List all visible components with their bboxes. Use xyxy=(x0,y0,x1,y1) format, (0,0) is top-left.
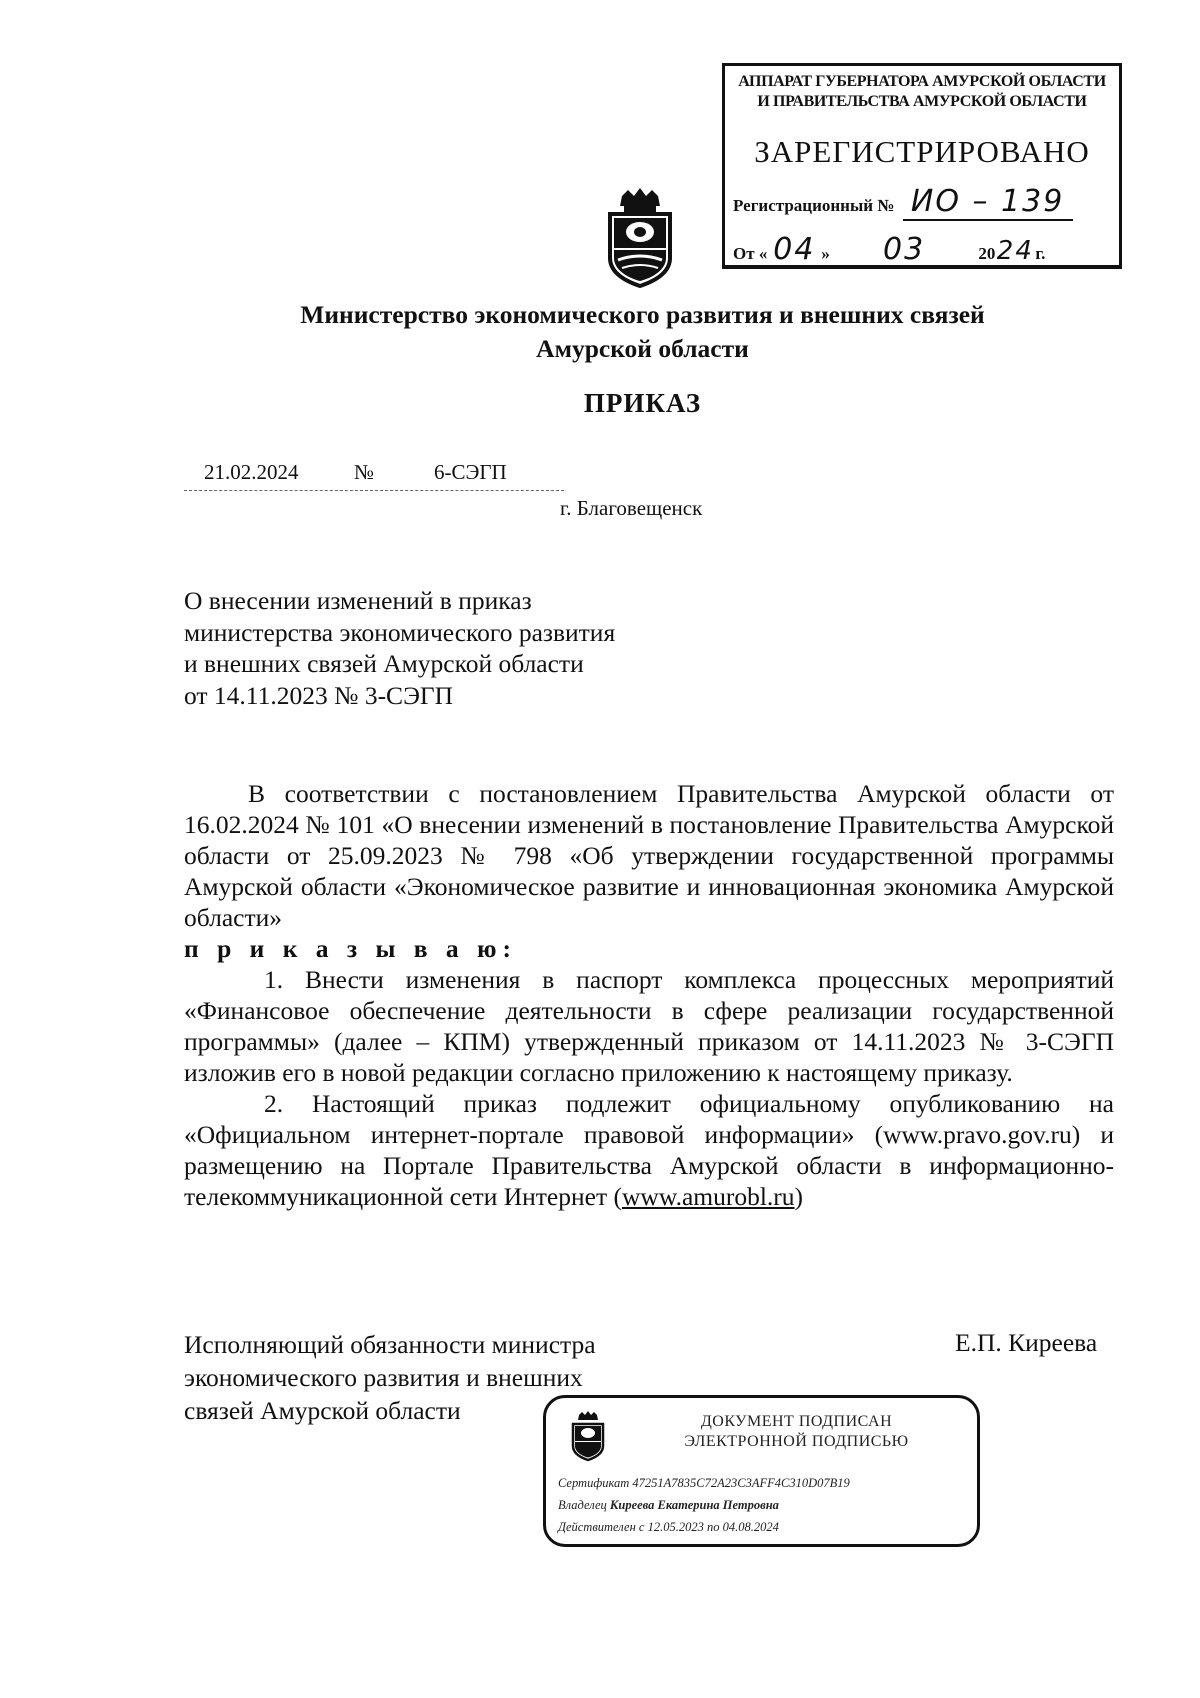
registration-date-from-label: От « xyxy=(733,244,768,263)
esig-valid-from: 12.05.2023 xyxy=(647,1520,704,1534)
order-word: п р и к а з ы в а ю: xyxy=(184,934,518,963)
esig-cert-label: Сертификат xyxy=(558,1476,630,1490)
registration-date-month: 03 xyxy=(834,232,974,269)
esig-validity-row xyxy=(558,1520,779,1535)
registration-org-line2: И ПРАВИТЕЛЬСТВА АМУРСКОЙ ОБЛАСТИ xyxy=(757,93,1087,110)
document-type: ПРИКАЗ xyxy=(583,388,702,418)
esig-heading-line2: ЭЛЕКТРОННОЙ ПОДПИСЬЮ xyxy=(684,1433,909,1450)
document-requisites xyxy=(184,460,564,491)
order-item-2-text: 2. Настоящий приказ подлежит официальному опубликованию на «Официальном интернет-портале правовой информации» (www.pravo.gov.ru) и размещению на Портале Правительства Амурской области в информационно-телекоммуникационной сети Интернет ( xyxy=(184,1089,1114,1211)
registration-number-row xyxy=(733,184,1073,221)
document-subject xyxy=(184,585,784,711)
subject-line2: министерства экономического развития xyxy=(184,617,616,647)
esig-owner-value: Киреева Екатерина Петровна xyxy=(609,1498,779,1512)
signatory-title-line1: Исполняющий обязанности министра xyxy=(184,1330,596,1359)
document-number: 6-СЭГП xyxy=(434,460,507,484)
registration-stamp-org xyxy=(725,72,1119,112)
registration-stamp xyxy=(722,63,1122,269)
order-item-1: 1. Внести изменения в паспорт комплекса процессных мероприятий «Финансовое обеспечение деятельности в сфере реализации государственной программы» (далее – КПМ) утвержденный приказом от 14.11.2023 № 3-СЭГП изложив его в новой редакции согласно приложению к настоящему приказу. xyxy=(184,965,1114,1087)
esig-cert-value: 47251A7835C72A23C3AFF4C310D07B19 xyxy=(632,1476,850,1490)
esig-owner-label: Владелец xyxy=(558,1498,607,1512)
electronic-signature-stamp xyxy=(543,1395,980,1547)
esig-valid-label: Действителен с xyxy=(558,1520,645,1534)
coat-of-arms-icon xyxy=(600,188,680,288)
number-sign: № xyxy=(354,460,375,484)
document-city: г. Благовещенск xyxy=(560,496,703,520)
signatory-title-line2: экономического развития и внешних xyxy=(184,1363,583,1392)
ministry-line1: Министерство экономического развития и внешних связей xyxy=(300,300,985,329)
registration-number-label: Регистрационный № xyxy=(733,196,895,215)
registration-year-suffix: 24 xyxy=(996,236,1034,266)
signatory-name: Е.П. Киреева xyxy=(955,1328,1098,1357)
registration-status: ЗАРЕГИСТРИРОВАНО xyxy=(754,134,1090,169)
esig-heading xyxy=(626,1412,967,1452)
esig-valid-to: 04.08.2024 xyxy=(722,1520,779,1534)
esig-valid-to-label: по xyxy=(706,1520,720,1534)
ministry-line2: Амурской области xyxy=(536,334,749,363)
preamble-paragraph: В соответствии с постановлением Правительства Амурской области от 16.02.2024 № 101 «О внесении изменений в постановление Правительства Амурской области от 25.09.2023 № 798 «Об утверждении государственной программы Амурской области «Экономическое развитие и инновационная экономика Амурской области» xyxy=(184,779,1114,932)
subject-line4: от 14.11.2023 № 3-СЭГП xyxy=(184,680,454,710)
order-item-2 xyxy=(184,1088,1114,1212)
registration-date-mid: » xyxy=(821,244,830,263)
registration-number-value: ИО – 139 xyxy=(903,184,1073,221)
document-date: 21.02.2024 xyxy=(204,460,299,484)
registration-date-day: 04 xyxy=(767,232,821,269)
ministry-name xyxy=(0,298,1200,366)
subject-line3: и внешних связей Амурской области xyxy=(184,649,584,678)
esig-coat-of-arms-icon xyxy=(568,1410,608,1462)
esig-heading-line1: ДОКУМЕНТ ПОДПИСАН xyxy=(700,1413,893,1430)
registration-year-end: г. xyxy=(1035,244,1046,263)
document-body xyxy=(184,778,1114,1212)
registration-org-line1: АППАРАТ ГУБЕРНАТОРА АМУРСКОЙ ОБЛАСТИ xyxy=(738,73,1106,90)
signatory-title-line3: связей Амурской области xyxy=(184,1396,461,1425)
registration-date-row xyxy=(733,232,1117,269)
esig-certificate-row xyxy=(558,1476,850,1491)
esig-owner-row xyxy=(558,1498,779,1513)
subject-line1: О внесении изменений в приказ xyxy=(184,586,532,615)
order-item-2-end: ) xyxy=(794,1182,804,1211)
amurobl-link[interactable]: www.amurobl.ru xyxy=(621,1182,795,1211)
registration-year-prefix: 20 xyxy=(978,244,996,263)
